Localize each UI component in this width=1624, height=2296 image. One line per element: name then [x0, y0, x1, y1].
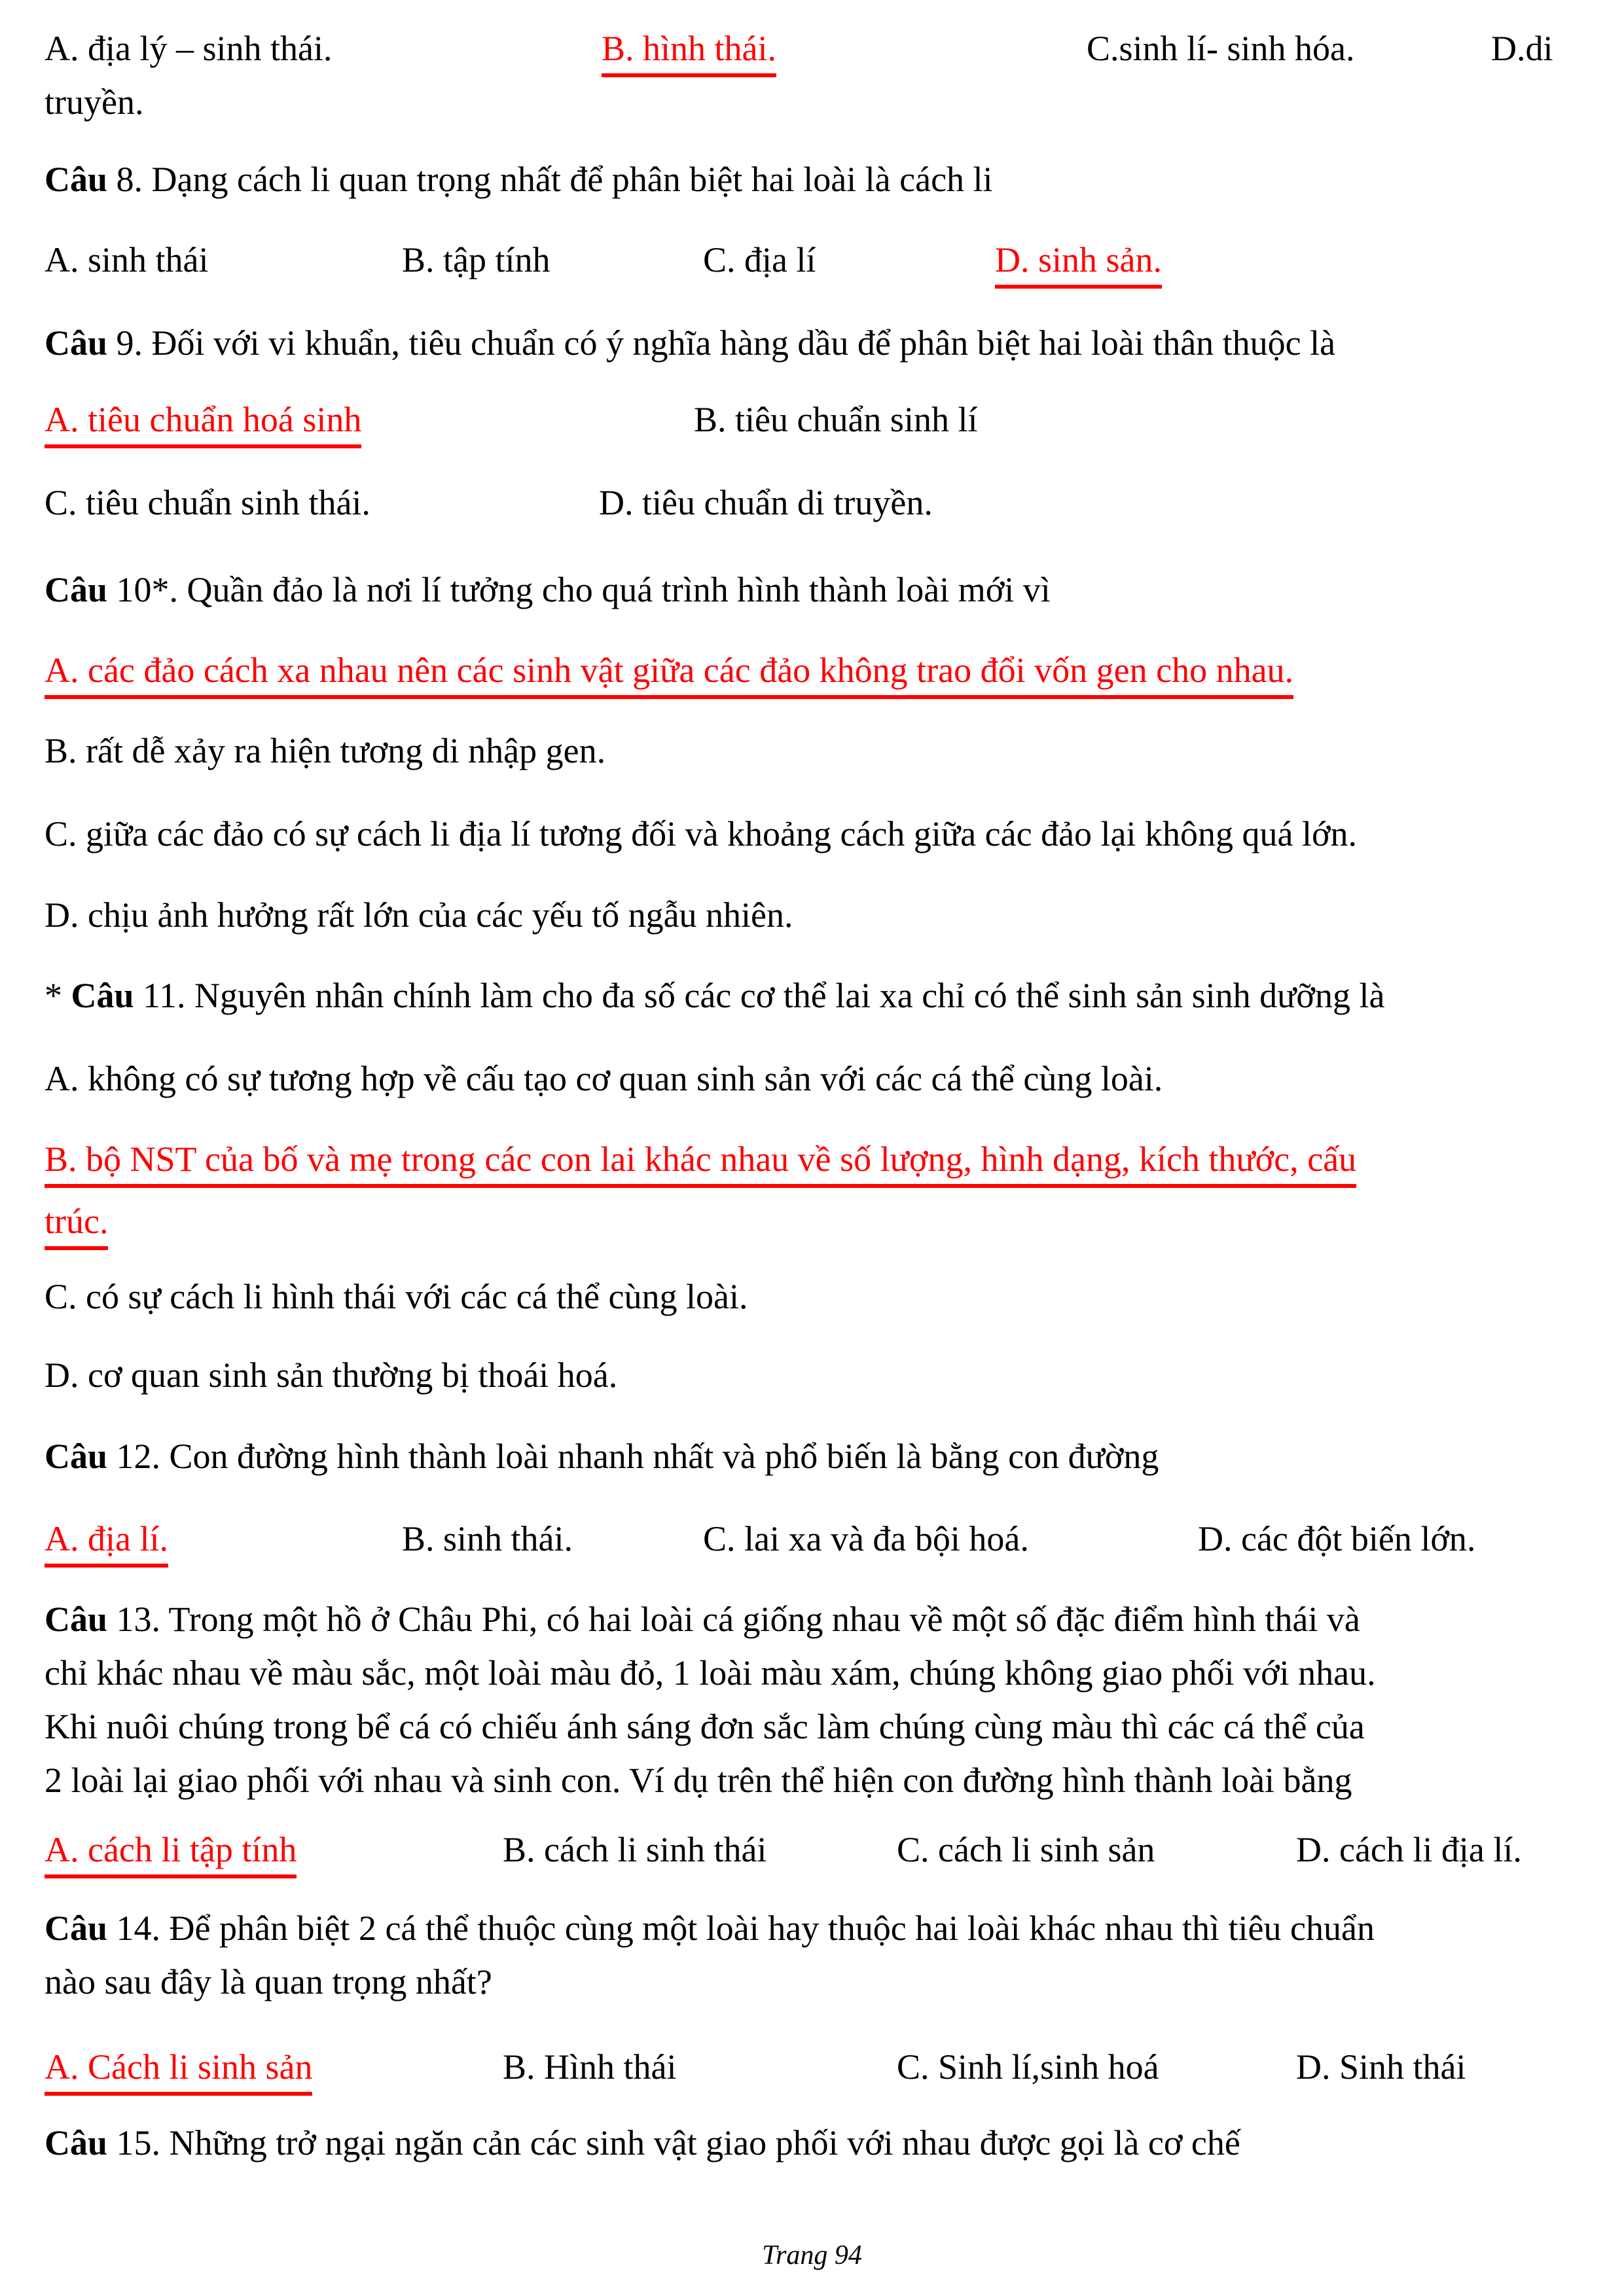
q10-option-a-cell — [45, 650, 1293, 691]
q10-option-a: A. các đảo cách xa nhau nên các sinh vật giữa các đảo không trao đổi vốn gen cho nhau. — [45, 651, 1293, 699]
q9-option-a: A. tiêu chuẩn hoá sinh — [45, 400, 361, 448]
q11-option-a: A. không có sự tương hợp về cấu tạo cơ quan sinh sản với các cá thể cùng loài. — [45, 1059, 1163, 1098]
q7-option-d-continued: truyền. — [45, 82, 144, 122]
q10-option-d: D. chịu ảnh hưởng rất lớn của các yếu tố ngẫu nhiên. — [45, 895, 793, 935]
q11-star: * — [45, 976, 71, 1015]
q9-option-c: C. tiêu chuẩn sinh thái. — [45, 483, 370, 522]
q8-options-row — [0, 240, 1624, 298]
q8-option-d-cell — [995, 240, 1162, 280]
q8-label: Câu — [45, 160, 108, 199]
q14-stem-line-1 — [0, 1908, 1624, 1967]
q15-label-cell — [45, 2123, 1240, 2163]
q11-option-d-line — [0, 1355, 1624, 1414]
q9-option-b-cell — [694, 399, 977, 440]
q13-stem-line-4-cell — [45, 1760, 1352, 1801]
q10-option-c: C. giữa các đảo có sự cách li địa lí tương đối và khoảng cách giữa các đảo lại không quá lớn. — [45, 814, 1358, 853]
q8-option-b: B. tập tính — [402, 240, 550, 279]
q9-option-d: D. tiêu chuẩn di truyền. — [599, 483, 933, 522]
q14-option-c-cell — [897, 2047, 1159, 2087]
q9-options-row-1 — [0, 399, 1624, 458]
q10-label-cell — [45, 569, 1051, 610]
q10-label: Câu — [45, 570, 108, 609]
q9-label: Câu — [45, 323, 108, 363]
q7-option-d-continued-cell — [45, 82, 143, 122]
q13-option-a: A. cách li tập tính — [45, 1830, 297, 1878]
q9-option-a-cell — [45, 399, 361, 440]
q12-option-b-cell — [402, 1518, 573, 1559]
q11-option-b: B. bộ NST của bố và mẹ trong các con lai khác nhau về số lượng, hình dạng, kích thước, cấu — [45, 1139, 1356, 1188]
q11-option-a-line — [0, 1058, 1624, 1117]
q14-options-row — [0, 2047, 1624, 2106]
q11-option-b-line-2 — [0, 1201, 1624, 1260]
q12-stem-line — [0, 1436, 1624, 1495]
q10-option-c-line — [0, 814, 1624, 872]
q14-option-c: C. Sinh lí,sinh hoá — [897, 2047, 1159, 2087]
q12-label-cell — [45, 1436, 1159, 1477]
q11-option-d-cell — [45, 1355, 617, 1395]
q13-stem-line-4 — [0, 1760, 1624, 1819]
q15-stem: 15. Những trở ngại ngăn cản các sinh vật giao phối với nhau được gọi là cơ chế — [107, 2123, 1240, 2162]
q12-option-a-cell — [45, 1518, 168, 1559]
q15-label: Câu — [45, 2123, 108, 2162]
q10-stem-line — [0, 569, 1624, 628]
q11-star-cell — [45, 975, 1384, 1016]
q11-option-b-line-1 — [0, 1139, 1624, 1198]
q8-option-a-cell — [45, 240, 209, 280]
q14-option-d: D. Sinh thái — [1296, 2047, 1466, 2087]
footer-line — [0, 2232, 1624, 2291]
q12-option-c: C. lai xa và đa bội hoá. — [703, 1519, 1029, 1558]
q13-stem-line-2: chỉ khác nhau về màu sắc, một loài màu đỏ, 1 loài màu xám, chúng không giao phối với nhau. — [45, 1653, 1376, 1693]
q7-options-row-1 — [0, 28, 1624, 87]
q8-option-a: A. sinh thái — [45, 240, 209, 279]
q14-option-a-cell — [45, 2047, 312, 2087]
q14-stem-line-2: nào sau đây là quan trọng nhất? — [45, 1962, 492, 2001]
q7-option-d-cell — [1491, 28, 1553, 69]
q9-label-cell — [45, 323, 1335, 363]
q7-option-d: D.di — [1491, 29, 1553, 68]
q13-option-c-cell — [897, 1829, 1155, 1870]
q13-label: Câu — [45, 1600, 108, 1639]
q13-stem-line-3-cell — [45, 1706, 1365, 1747]
q9-option-b: B. tiêu chuẩn sinh lí — [694, 400, 978, 439]
q13-option-d-cell — [1296, 1829, 1522, 1870]
q8-option-b-cell — [402, 240, 550, 280]
q9-stem: 9. Đối với vi khuẩn, tiêu chuẩn có ý nghĩa hàng dầu để phân biệt hai loài thân thuộc là — [107, 323, 1336, 363]
q9-options-row-2 — [0, 482, 1624, 541]
q14-stem-line-2-cell — [45, 1962, 492, 2002]
q13-stem-line-3 — [0, 1706, 1624, 1765]
q10-option-b-line — [0, 730, 1624, 789]
q14-stem-line-2 — [0, 1962, 1624, 2020]
q8-option-d: D. sinh sản. — [995, 240, 1162, 289]
q11-option-d: D. cơ quan sinh sản thường bị thoái hoá. — [45, 1355, 618, 1395]
q9-option-c-cell — [45, 482, 370, 523]
q10-option-b: B. rất dễ xảy ra hiện tương di nhập gen. — [45, 731, 606, 770]
q14-option-b: B. Hình thái — [503, 2047, 677, 2087]
q12-label: Câu — [45, 1437, 108, 1476]
q13-stem-line-1 — [0, 1599, 1624, 1658]
q14-option-a: A. Cách li sinh sản — [45, 2047, 312, 2096]
q14-stem-line-1: 14. Để phân biệt 2 cá thể thuộc cùng một loài hay thuộc hai loài khác nhau thì tiêu chuẩn — [107, 1909, 1375, 1948]
page-number-cell — [762, 2233, 862, 2272]
q11-option-b-continued-cell — [45, 1201, 108, 1242]
q14-option-b-cell — [503, 2047, 677, 2087]
q13-option-c: C. cách li sinh sản — [897, 1830, 1155, 1869]
q13-stem-line-1: 13. Trong một hồ ở Châu Phi, có hai loài cá giống nhau về một số đặc điểm hình thái và — [107, 1600, 1360, 1639]
q7-option-b-cell — [602, 28, 776, 69]
q7-option-c: C.sinh lí- sinh hóa. — [1087, 29, 1355, 68]
q12-option-d-cell — [1198, 1518, 1475, 1559]
q10-option-d-cell — [45, 895, 793, 935]
q13-stem-line-3: Khi nuôi chúng trong bể cá có chiếu ánh sáng đơn sắc làm chúng cùng màu thì các cá thể của — [45, 1707, 1365, 1746]
page-number: Trang 94 — [762, 2240, 862, 2270]
q11-option-b-continued: trúc. — [45, 1202, 108, 1250]
q9-stem-line — [0, 323, 1624, 382]
q13-label-cell — [45, 1599, 1360, 1640]
q12-stem: 12. Con đường hình thành loài nhanh nhất và phổ biến là bằng con đường — [107, 1437, 1159, 1476]
q11-option-c-line — [0, 1276, 1624, 1335]
q8-option-c: C. địa lí — [703, 240, 816, 279]
q11-label: Câu — [71, 976, 134, 1015]
q10-option-b-cell — [45, 730, 605, 771]
q7-option-a-cell — [45, 28, 332, 69]
q13-stem-line-2-cell — [45, 1653, 1376, 1693]
q13-option-b: B. cách li sinh thái — [503, 1830, 767, 1869]
q14-label: Câu — [45, 1909, 108, 1948]
q8-option-c-cell — [703, 240, 816, 280]
q13-option-d: D. cách li địa lí. — [1296, 1830, 1522, 1869]
q11-option-c-cell — [45, 1276, 748, 1317]
q8-label-cell — [45, 159, 993, 200]
q10-option-a-line — [0, 650, 1624, 709]
q13-option-b-cell — [503, 1829, 767, 1870]
q7-option-b: B. hình thái. — [602, 29, 776, 77]
q8-stem-line — [0, 159, 1624, 218]
q7-option-a: A. địa lý – sinh thái. — [45, 29, 333, 68]
q7-options-row-2 — [0, 82, 1624, 141]
q11-option-c: C. có sự cách li hình thái với các cá thể cùng loài. — [45, 1277, 748, 1316]
q12-options-row — [0, 1518, 1624, 1577]
q14-option-d-cell — [1296, 2047, 1466, 2087]
q11-stem: 11. Nguyên nhân chính làm cho đa số các cơ thể lai xa chỉ có thể sinh sản sinh dưỡng là — [134, 976, 1385, 1015]
q12-option-a: A. địa lí. — [45, 1519, 168, 1568]
q13-stem-line-2 — [0, 1653, 1624, 1712]
q10-stem: 10*. Quần đảo là nơi lí tưởng cho quá trình hình thành loài mới vì — [107, 570, 1051, 609]
q13-options-row — [0, 1829, 1624, 1888]
q12-option-d: D. các đột biến lớn. — [1198, 1519, 1476, 1558]
q13-option-a-cell — [45, 1829, 297, 1870]
q12-option-b: B. sinh thái. — [402, 1519, 573, 1558]
q10-option-d-line — [0, 895, 1624, 954]
q11-stem-line — [0, 975, 1624, 1034]
q15-stem-line — [0, 2123, 1624, 2181]
q7-option-c-cell — [1087, 28, 1355, 69]
q11-option-b-cell — [45, 1139, 1356, 1179]
q14-label-cell — [45, 1908, 1375, 1948]
q8-stem: 8. Dạng cách li quan trọng nhất để phân biệt hai loài là cách li — [107, 160, 993, 199]
q11-option-a-cell — [45, 1058, 1163, 1099]
q9-option-d-cell — [599, 482, 933, 523]
q10-option-c-cell — [45, 814, 1357, 854]
q13-stem-line-4: 2 loài lại giao phối với nhau và sinh con. Ví dụ trên thể hiện con đường hình thành loài bằng — [45, 1761, 1352, 1800]
q12-option-c-cell — [703, 1518, 1029, 1559]
